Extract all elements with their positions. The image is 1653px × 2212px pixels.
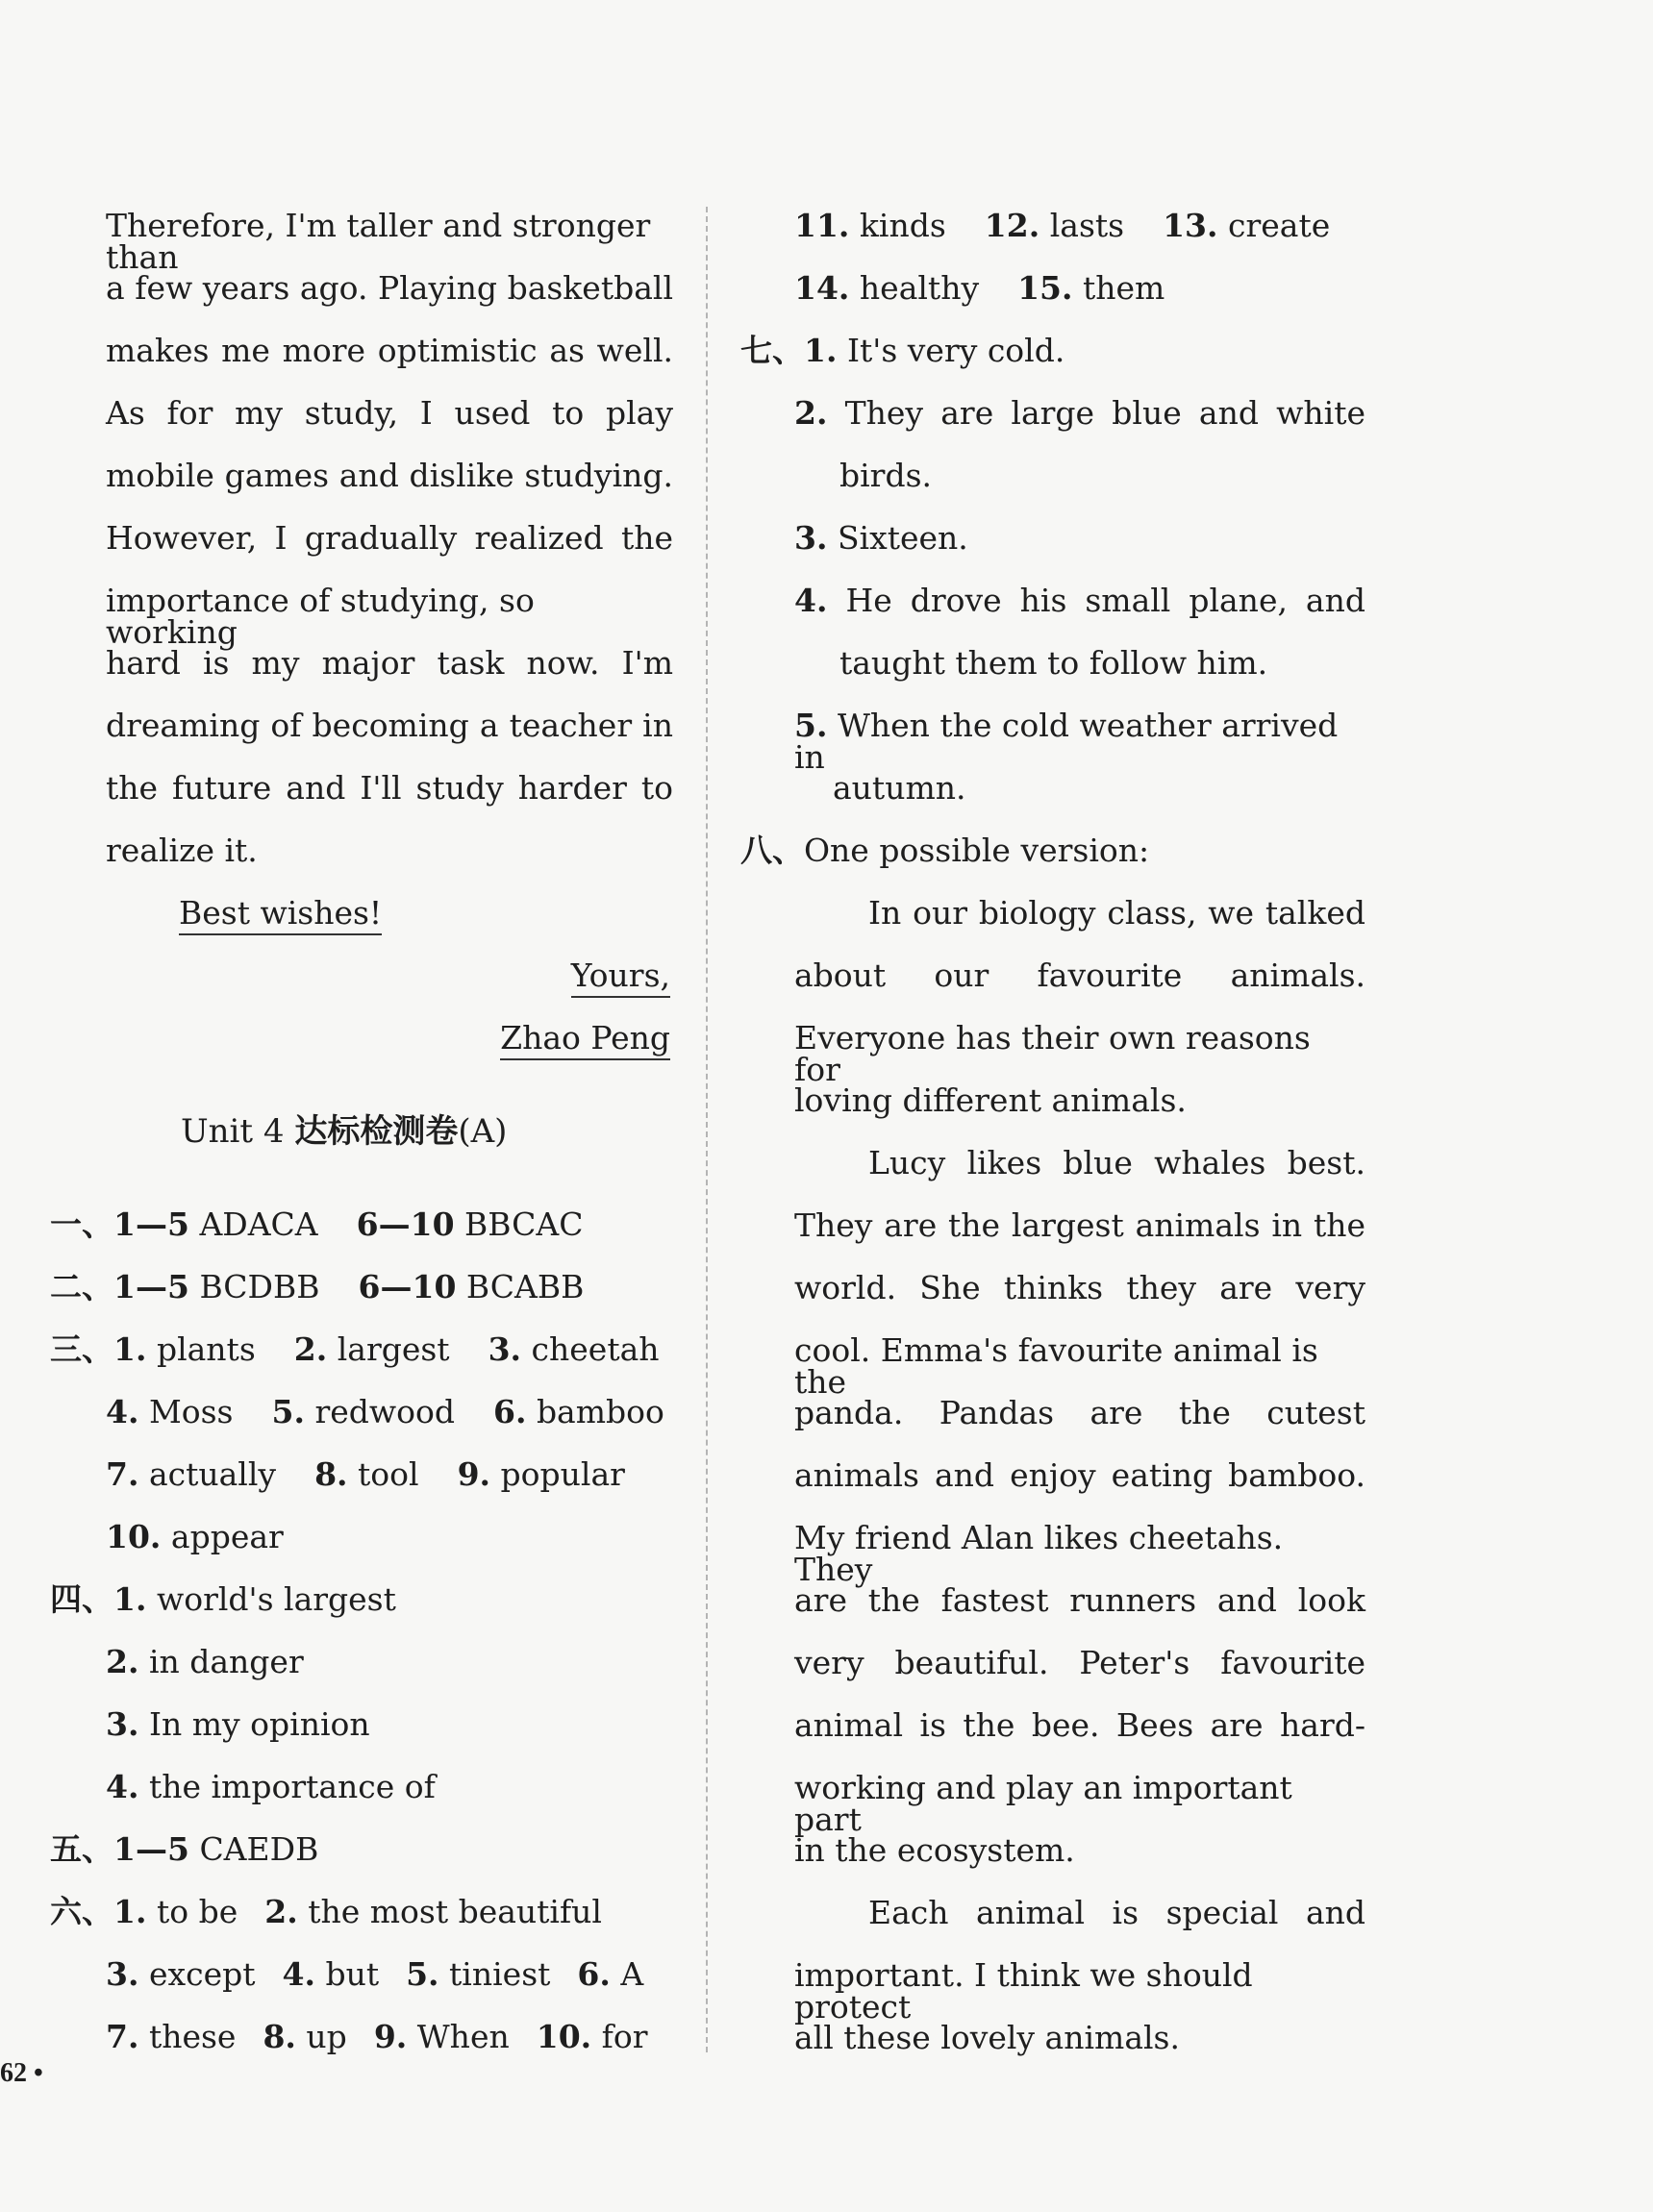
section-label: 二、 xyxy=(50,1268,113,1305)
essay-line: are the fastest runners and look xyxy=(794,1581,1365,1619)
section-4-row: 4. the importance of xyxy=(106,1768,436,1805)
section-label: 八、 xyxy=(740,832,804,869)
section-label: 七、 xyxy=(740,332,804,369)
letter-line: realize it. xyxy=(106,832,258,869)
section-4-row: 3. In my opinion xyxy=(106,1705,370,1743)
section-3-row: 4. Moss 5. redwood 6. bamboo xyxy=(106,1393,664,1430)
section-7-answer-2: 2. They are large blue and white xyxy=(794,394,1365,432)
essay-line: My friend Alan likes cheetahs. They xyxy=(794,1519,1284,1588)
essay-line: Each animal is special and xyxy=(868,1894,1365,1931)
page-number: 62 • xyxy=(0,2058,43,2088)
section-7-answer-1: 七、1. It's very cold. xyxy=(740,332,1065,369)
letter-line: hard is my major task now. I'm xyxy=(106,644,673,682)
letter-closing: Best wishes! xyxy=(179,894,382,935)
section-label: 一、 xyxy=(50,1205,113,1243)
letter-line: makes me more optimistic as well. xyxy=(106,332,673,369)
essay-line: loving different animals. xyxy=(794,1081,1187,1119)
essay-line: in the ecosystem. xyxy=(794,1831,1075,1869)
section-6-row: 11. kinds 12. lasts 13. create xyxy=(794,207,1331,244)
section-7-answer-4-cont: taught them to follow him. xyxy=(839,644,1268,682)
section-6-row: 3. except 4. but 5. tiniest 6. A xyxy=(106,1955,644,1993)
section-3-row: 三、1. plants 2. largest 3. cheetah xyxy=(50,1330,660,1368)
section-label: 五、 xyxy=(50,1830,113,1868)
letter-sign-off: Yours, xyxy=(571,957,670,998)
letter-signature: Zhao Peng xyxy=(500,1019,670,1060)
essay-line: cool. Emma's favourite animal is the xyxy=(794,1331,1318,1401)
essay-line: animals and enjoy eating bamboo. xyxy=(794,1456,1365,1494)
section-7-answer-4: 4. He drove his small plane, and xyxy=(794,582,1365,619)
section-3-row: 7. actually 8. tool 9. popular xyxy=(106,1455,625,1493)
essay-line: all these lovely animals. xyxy=(794,2019,1180,2056)
letter-line: importance of studying, so working xyxy=(106,582,535,651)
section-7-answer-5-cont: autumn. xyxy=(833,769,966,807)
letter-line: mobile games and dislike studying. xyxy=(106,457,673,494)
section-label: 六、 xyxy=(50,1893,113,1930)
letter-line: As for my study, I used to play xyxy=(106,394,673,432)
section-3-row: 10. appear xyxy=(106,1518,284,1555)
section-4-row: 四、1. world's largest xyxy=(50,1580,396,1618)
section-label: 三、 xyxy=(50,1330,113,1368)
letter-line: dreaming of becoming a teacher in xyxy=(106,707,673,744)
section-7-answer-2-cont: birds. xyxy=(839,457,933,494)
section-6-row: 7. these 8. up 9. When 10. for xyxy=(106,2018,648,2055)
section-8-intro: 八、One possible version: xyxy=(740,832,1150,869)
letter-line: However, I gradually realized the xyxy=(106,519,673,557)
essay-line: important. I think we should protect xyxy=(794,1956,1253,2026)
section-label: 四、 xyxy=(50,1580,113,1618)
column-divider xyxy=(706,207,708,2052)
letter-line: a few years ago. Playing basketball xyxy=(106,269,673,307)
section-6-row: 六、1. to be 2. the most beautiful xyxy=(50,1893,602,1930)
section-7-answer-3: 3. Sixteen. xyxy=(794,519,968,557)
section-1-answers: 一、1—5 ADACA 6—10 BBCAC xyxy=(50,1205,584,1243)
unit-title: Unit 4 达标检测卷(A) xyxy=(181,1112,508,1151)
essay-line: very beautiful. Peter's favourite xyxy=(794,1644,1365,1681)
letter-line: Therefore, I'm taller and stronger than xyxy=(106,207,651,276)
essay-line: about our favourite animals. xyxy=(794,957,1365,994)
essay-line: Lucy likes blue whales best. xyxy=(868,1144,1365,1181)
section-2-answers: 二、1—5 BCDBB 6—10 BCABB xyxy=(50,1268,585,1305)
essay-line: world. She thinks they are very xyxy=(794,1269,1365,1306)
essay-line: working and play an important part xyxy=(794,1769,1292,1838)
section-6-row: 14. healthy 15. them xyxy=(794,269,1165,307)
essay-line: They are the largest animals in the xyxy=(794,1206,1365,1244)
section-7-answer-5: 5. When the cold weather arrived in xyxy=(794,707,1339,776)
essay-line: In our biology class, we talked xyxy=(868,894,1365,932)
essay-line: Everyone has their own reasons for xyxy=(794,1019,1311,1088)
section-4-row: 2. in danger xyxy=(106,1643,304,1680)
essay-line: animal is the bee. Bees are hard- xyxy=(794,1706,1365,1744)
letter-line: the future and I'll study harder to xyxy=(106,769,673,807)
essay-line: panda. Pandas are the cutest xyxy=(794,1394,1365,1431)
section-5-answers: 五、1—5 CAEDB xyxy=(50,1830,319,1868)
